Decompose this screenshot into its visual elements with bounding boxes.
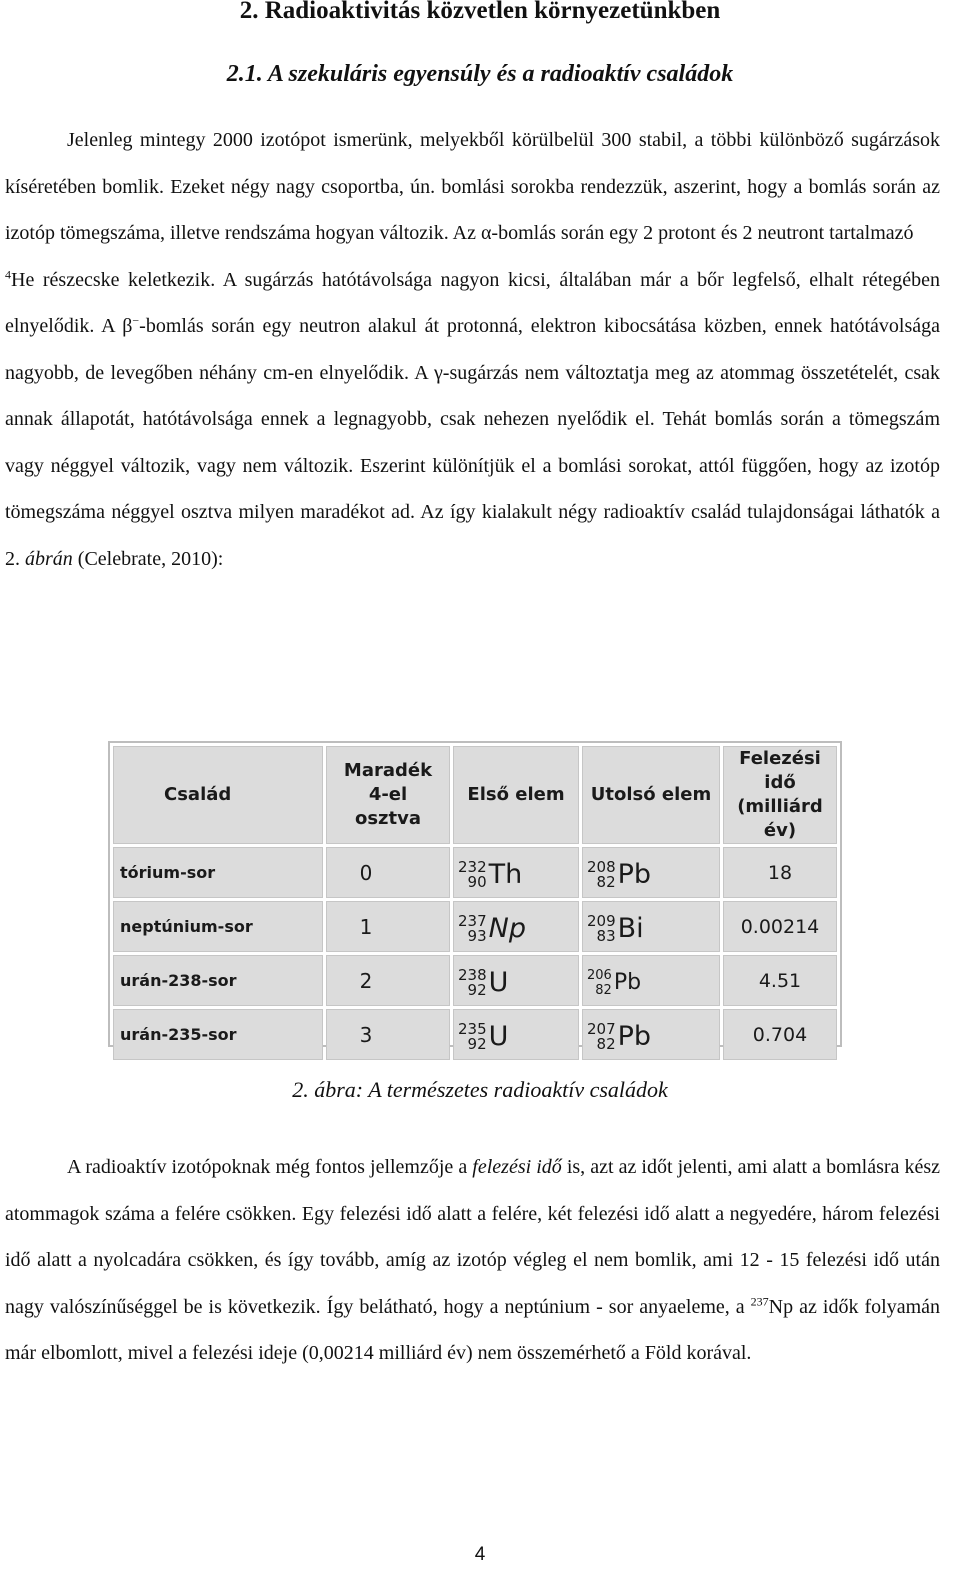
isotope-numbers	[587, 1019, 616, 1053]
element-symbol: Np	[488, 912, 526, 944]
remainder-cell	[326, 847, 450, 898]
table-row	[113, 955, 837, 1006]
isotope-numbers	[458, 857, 487, 891]
families-table	[110, 743, 840, 1063]
atomic-number: 82	[595, 983, 612, 998]
family-name: urán-238-sor	[113, 955, 323, 1006]
figure-reference: ábrán	[25, 547, 73, 570]
mass-number: 207	[587, 1019, 616, 1038]
header-first-element: Első elem	[453, 746, 579, 844]
atomic-number: 82	[596, 872, 616, 891]
half-life-value: 0.00214	[723, 901, 837, 952]
atomic-number: 92	[467, 980, 487, 999]
radioactive-families-table	[108, 741, 842, 1053]
remainder-value: 2	[359, 968, 373, 993]
isotope	[587, 1019, 652, 1053]
section-heading: 2.1. A szekuláris egyensúly és a radioaktív családok	[226, 61, 734, 87]
element-symbol: Bi	[617, 912, 644, 944]
isotope-numbers	[587, 857, 616, 891]
remainder-cell	[326, 955, 450, 1006]
atomic-number: 92	[467, 1034, 487, 1053]
isotope	[458, 911, 526, 945]
last-element-cell	[582, 901, 720, 952]
first-element-cell	[453, 901, 579, 952]
isotope	[458, 857, 523, 891]
half-life-paragraph	[5, 1144, 940, 1377]
first-element-cell	[453, 847, 579, 898]
family-name: neptúnium-sor	[113, 901, 323, 952]
header-half-life-line1: Felezési idő	[739, 748, 821, 793]
header-remainder-line2: 4-el osztva	[354, 784, 422, 829]
paragraph-text: -bomlás során egy neutron alakul át protonná, elektron kibocsátása közben, ennek hatótávolsága nagyobb, de levegőben néhány cm-en elnyelődik. A γ-sugárzás nem változtatja meg az atommag összetételét, csak annak állapotát, hatótávolsága ennek a legnagyobb, csak nehezen nyelődik el. Tehát bomlás során a tömegszám vagy néggyel változik, vagy nem változik. Eszerint különítjük el a bomlási sorokat, attól függően, hogy az izotóp tömegszáma néggyel osztva milyen maradékot ad. Az így kialakult négy radioaktív család tulajdonságai láthatók a 2.	[5, 315, 940, 570]
table-row	[113, 901, 837, 952]
header-remainder-line1: Maradék	[343, 760, 433, 781]
last-element-cell	[582, 1009, 720, 1060]
paragraph-text: Np az idők folyamán már elbomlott, mivel a felezési ideje (0,00214 milliárd év) nem összemérhető a Föld korával.	[5, 1295, 940, 1364]
mass-number: 208	[587, 857, 616, 876]
isotope-numbers	[458, 1019, 487, 1053]
element-symbol: U	[488, 1020, 509, 1052]
paragraph-text: He részecske keletkezik. A sugárzás hatótávolsága nagyon kicsi, általában már a bőr legfelső, elhalt rétegében elnyelődik. A β	[5, 268, 940, 337]
mass-number: 206	[587, 968, 612, 983]
remainder-value: 3	[359, 1022, 373, 1047]
remainder-value: 0	[359, 860, 373, 885]
element-symbol: Pb	[617, 1020, 652, 1052]
element-symbol: Pb	[617, 858, 652, 890]
atomic-number: 90	[467, 872, 487, 891]
table-header-row	[113, 746, 837, 844]
half-life-value: 4.51	[723, 955, 837, 1006]
element-symbol: U	[488, 966, 509, 998]
intro-paragraph	[5, 117, 940, 582]
page-number: 4	[474, 1544, 486, 1565]
isotope	[587, 857, 652, 891]
isotope-numbers	[458, 965, 487, 999]
element-symbol: Pb	[613, 970, 642, 995]
italic-term: felezési idő	[472, 1156, 562, 1178]
isotope	[587, 968, 641, 998]
header-remainder	[326, 746, 450, 844]
first-element-cell	[453, 1009, 579, 1060]
mass-number: 232	[458, 857, 487, 876]
paragraph-text: Jelenleg mintegy 2000 izotópot ismerünk, melyekből körülbelül 300 stabil, a többi különböző sugárzások kíséretében bomlik. Ezeket négy nagy csoportba, ún. bomlási sorokba rendezzük, aszerint, hogy a bomlás során az izotóp tömegszáma, illetve rendszáma hogyan változik. Az α-bomlás során egy 2 protont és 2 neutront tartalmazó	[5, 129, 940, 244]
half-life-value: 0.704	[723, 1009, 837, 1060]
atomic-number: 83	[596, 926, 616, 945]
helium-mass-superscript: 4	[5, 266, 11, 281]
isotope	[458, 965, 509, 999]
figure-caption: 2. ábra: A természetes radioaktív családok	[292, 1077, 668, 1102]
mass-number: 209	[587, 911, 616, 930]
paragraph-text: is, azt az időt jelenti, ami alatt a bomlásra kész atommagok száma a felére csökken. Egy felezési idő alatt a felére, két felezési idő alatt a negyedére, három felezési idő alatt a nyolcadára csökken, és így tovább, amíg az izotóp végleg el nem bomlik, ami 12 - 15 felezési idő után nagy valószínűséggel be is következik. Így belátható, hogy a neptúnium - sor anyaeleme, a	[5, 1156, 940, 1318]
isotope	[587, 911, 644, 945]
table-row	[113, 1009, 837, 1060]
atomic-number: 93	[467, 926, 487, 945]
table-row	[113, 847, 837, 898]
mass-number: 237	[458, 911, 487, 930]
family-name: urán-235-sor	[113, 1009, 323, 1060]
header-last-element: Utolsó elem	[582, 746, 720, 844]
header-half-life	[723, 746, 837, 844]
remainder-value: 1	[359, 914, 373, 939]
mass-number: 238	[458, 965, 487, 984]
element-symbol: Th	[488, 858, 523, 890]
header-half-life-line2: (milliárd év)	[737, 796, 823, 841]
isotope	[458, 1019, 509, 1053]
header-family: Család	[113, 746, 323, 844]
half-life-value: 18	[723, 847, 837, 898]
paragraph-text: (Celebrate, 2010):	[72, 547, 224, 570]
isotope-numbers	[587, 968, 612, 998]
first-element-cell	[453, 955, 579, 1006]
mass-number: 235	[458, 1019, 487, 1038]
isotope-numbers	[458, 911, 487, 945]
atomic-number: 82	[596, 1034, 616, 1053]
last-element-cell	[582, 847, 720, 898]
remainder-cell	[326, 1009, 450, 1060]
family-name: tórium-sor	[113, 847, 323, 898]
isotope-numbers	[587, 911, 616, 945]
paragraph-text: A radioaktív izotópoknak még fontos jellemzője a	[67, 1156, 473, 1178]
beta-minus-superscript: −	[132, 313, 140, 328]
neptunium-mass-superscript: 237	[750, 1293, 769, 1308]
last-element-cell	[582, 955, 720, 1006]
chapter-heading: 2. Radioaktivitás közvetlen környezetünkben	[239, 0, 721, 24]
remainder-cell	[326, 901, 450, 952]
